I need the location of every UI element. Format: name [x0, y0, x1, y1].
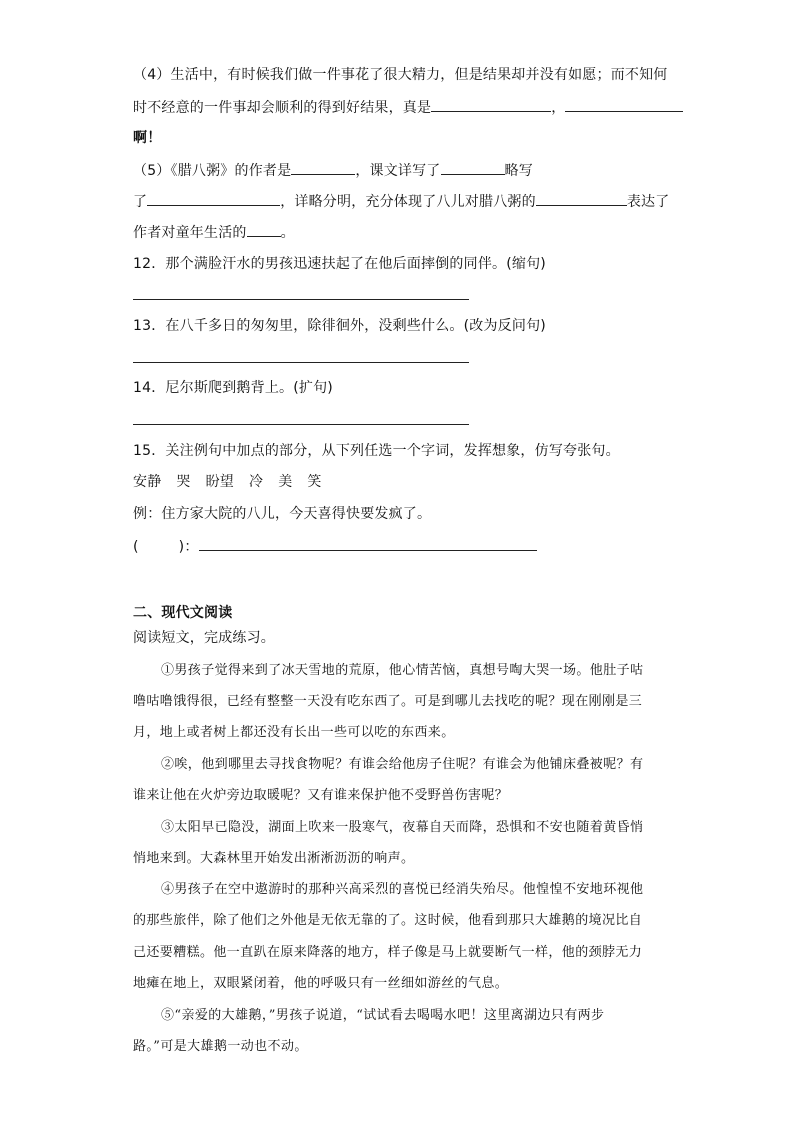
reading-line: ⑤“亲爱的大雄鹅，”男孩子说道，“试试看去喝喝水吧！这里离湖边只有两步 [161, 1008, 605, 1023]
q15-word: 笑 [307, 474, 322, 490]
q4-line2 [133, 97, 683, 118]
section-heading: 二、现代文阅读 [133, 605, 233, 621]
q15-word: 盼望 [205, 474, 235, 490]
q5-text-4: 了 [133, 194, 148, 210]
reading-line: 己还要糟糕。他一直趴在原来降落的地方，样子像是马上就要断气一样，他的颈脖无力 [133, 945, 643, 960]
q5-text-6: 表达了 [626, 194, 670, 210]
q4-line2-text: 时不经意的一件事却会顺利的得到好结果，真是 [133, 100, 432, 116]
reading-line: ④男孩子在空中遨游时的那种兴高采烈的喜悦已经消失殆尽。他惶惶不安地环视他 [161, 882, 644, 897]
q15-prompt: 15．关注例句中加点的部分，从下列任选一个字词，发挥想象，仿写夸张句。 [133, 443, 620, 459]
q5-text-3: 略写 [504, 163, 533, 179]
q5-blank-detailed[interactable] [441, 160, 505, 175]
q13-prompt: 13．在八千多日的匆匆里，除徘徊外，没剩些什么。(改为反问句) [133, 318, 546, 334]
q15-paren-open: ( [133, 539, 139, 555]
q15-example: 例：住方家大院的八儿，今天喜得快要发疯了。 [133, 506, 432, 522]
q5-text-7: 作者对童年生活的 [133, 225, 247, 241]
q5-text-8: 。 [280, 225, 295, 241]
q13-answer-line[interactable] [133, 362, 469, 363]
q15-word: 冷 [249, 474, 264, 490]
q15-answer-row [133, 536, 537, 557]
q5-text-5: ，详略分明，充分体现了八儿对腊八粥的 [280, 194, 536, 210]
reading-line: 的那些旅伴，除了他们之外他是无依无靠的了。这时候，他看到那只大雄鹅的境况比自 [133, 913, 643, 928]
section-instruction: 阅读短文，完成练习。 [133, 630, 275, 646]
reading-line: 路。”可是大雄鹅一动也不动。 [133, 1039, 308, 1054]
reading-line: 噜咕噜饿得很，已经有整整一天没有吃东西了。可是到哪儿去找吃的呢？现在刚刚是三 [133, 694, 643, 709]
q14-answer-line[interactable] [133, 424, 469, 425]
reading-line: 月，地上或者树上都还没有长出一些可以吃的东西来。 [133, 725, 455, 740]
q5-blank-life[interactable] [247, 222, 281, 237]
q15-word: 美 [278, 474, 293, 490]
q14-prompt: 14．尼尔斯爬到鹅背上。(扩句) [133, 380, 333, 396]
reading-line: ③太阳早已隐没，湖面上吹来一股寒气，夜幕自天而降，恐惧和不安也随着黄昏悄 [161, 820, 644, 835]
q4-comma: ， [551, 100, 566, 116]
reading-line: ①男孩子觉得来到了冰天雪地的荒原，他心情苦恼，真想号啕大哭一场。他肚子咕 [161, 663, 644, 678]
q12-answer-line[interactable] [133, 299, 469, 300]
q12-prompt: 12．那个满脸汗水的男孩迅速扶起了在他后面摔倒的同伴。(缩句) [133, 256, 546, 272]
reading-line: 悄地来到。大森林里开始发出淅淅沥沥的响声。 [133, 851, 415, 866]
q5-blank-author[interactable] [291, 160, 355, 175]
q5-blank-brief[interactable] [147, 191, 280, 206]
reading-line: ②唉，他到哪里去寻找食物呢？有谁会给他房子住呢？有谁会为他铺床叠被呢？有 [161, 757, 644, 772]
reading-line: 谁来让他在火炉旁边取暖呢？又有谁来保护他不受野兽伤害呢？ [133, 788, 509, 803]
q4-line3: 啊！ [133, 130, 162, 146]
q4-line1: （4）生活中，有时候我们做一件事花了很大精力，但是结果却并没有如愿；而不知何 [133, 67, 668, 83]
q4-blank-2[interactable] [565, 97, 683, 112]
q5-line2 [133, 191, 669, 212]
q15-answer-line[interactable] [199, 536, 537, 551]
q5-line3 [133, 222, 295, 243]
q4-blank-1[interactable] [431, 97, 551, 112]
q15-word: 哭 [176, 474, 191, 490]
reading-line: 地瘫在地上，双眼紧闭着，他的呼吸只有一丝细如游丝的气息。 [133, 976, 509, 991]
q5-blank-feeling[interactable] [536, 191, 627, 206]
q5-line1 [133, 160, 533, 181]
q15-word: 安静 [133, 474, 162, 490]
q5-text-2: ，课文详写了 [355, 163, 441, 179]
q15-word-list [133, 472, 322, 492]
q15-paren-close: )： [178, 539, 199, 555]
q5-text-1: （5）《腊八粥》的作者是 [133, 163, 292, 179]
